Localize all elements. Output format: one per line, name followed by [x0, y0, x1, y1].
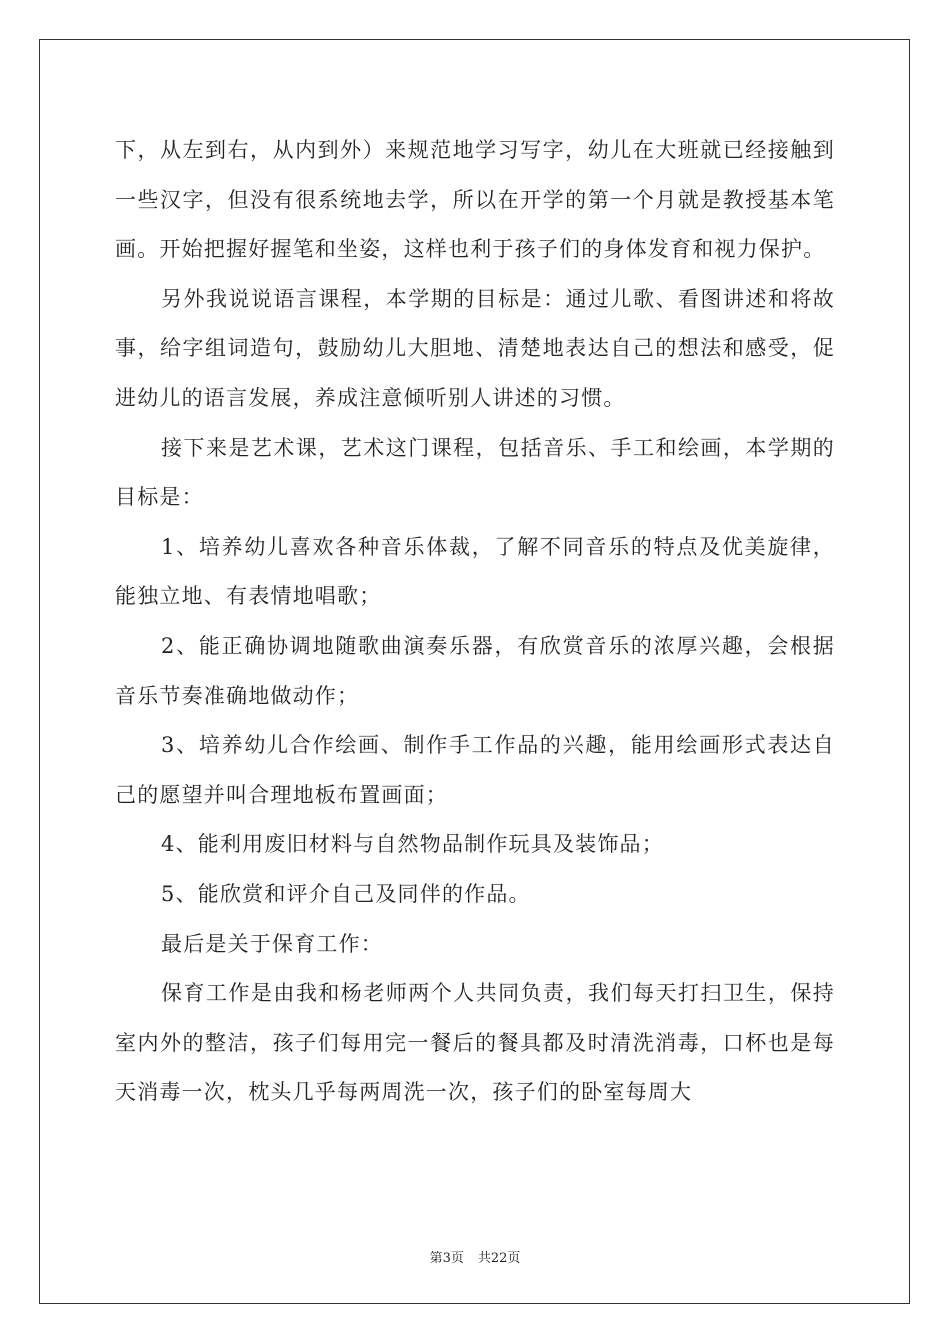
paragraph-4: 1、培养幼儿喜欢各种音乐体裁，了解不同音乐的特点及优美旋律，能独立地、有表情地唱歌；: [115, 534, 835, 609]
page-number: 第3页: [429, 1251, 464, 1266]
paragraph-3: 接下来是艺术课，艺术这门课程，包括音乐、手工和绘画，本学期的目标是：: [115, 435, 835, 510]
paragraph-7: 4、能利用废旧材料与自然物品制作玩具及装饰品；: [161, 832, 664, 857]
paragraph-10: 保育工作是由我和杨老师两个人共同负责，我们每天打扫卫生，保持室内外的整洁，孩子们每用完一餐后的餐具都及时清洗消毒，口杯也是每天消毒一次，枕头几乎每两周洗一次，孩子们的卧室每周大: [115, 981, 835, 1105]
paragraph-8: 5、能欣赏和评介自己及同伴的作品。: [161, 881, 531, 906]
paragraph-6: 3、培养幼儿合作绘画、制作手工作品的兴趣，能用绘画形式表达自己的愿望并叫合理地板布置画面；: [115, 733, 835, 807]
paragraph-2: 另外我说说语言课程，本学期的目标是：通过儿歌、看图讲述和将故事，给字组词造句，鼓励幼儿大胆地、清楚地表达自己的想法和感受，促进幼儿的语言发展，养成注意倾听别人讲述的习惯。: [115, 286, 835, 410]
paragraph-9: 最后是关于保育工作：: [161, 931, 383, 956]
paragraph-5: 2、能正确协调地随歌曲演奏乐器，有欣赏音乐的浓厚兴趣，会根据音乐节奏准确地做动作；: [115, 633, 835, 708]
page-footer: [0, 1247, 950, 1266]
document-body: [115, 126, 835, 1118]
page-total: 共22页: [477, 1251, 521, 1266]
paragraph-1: 下，从左到右，从内到外）来规范地学习写字，幼儿在大班就已经接触到一些汉字，但没有很系统地去学，所以在开学的第一个月就是教授基本笔画。开始把握好握笔和坐姿，这样也利于孩子们的身体发育和视力保护。: [115, 138, 835, 262]
